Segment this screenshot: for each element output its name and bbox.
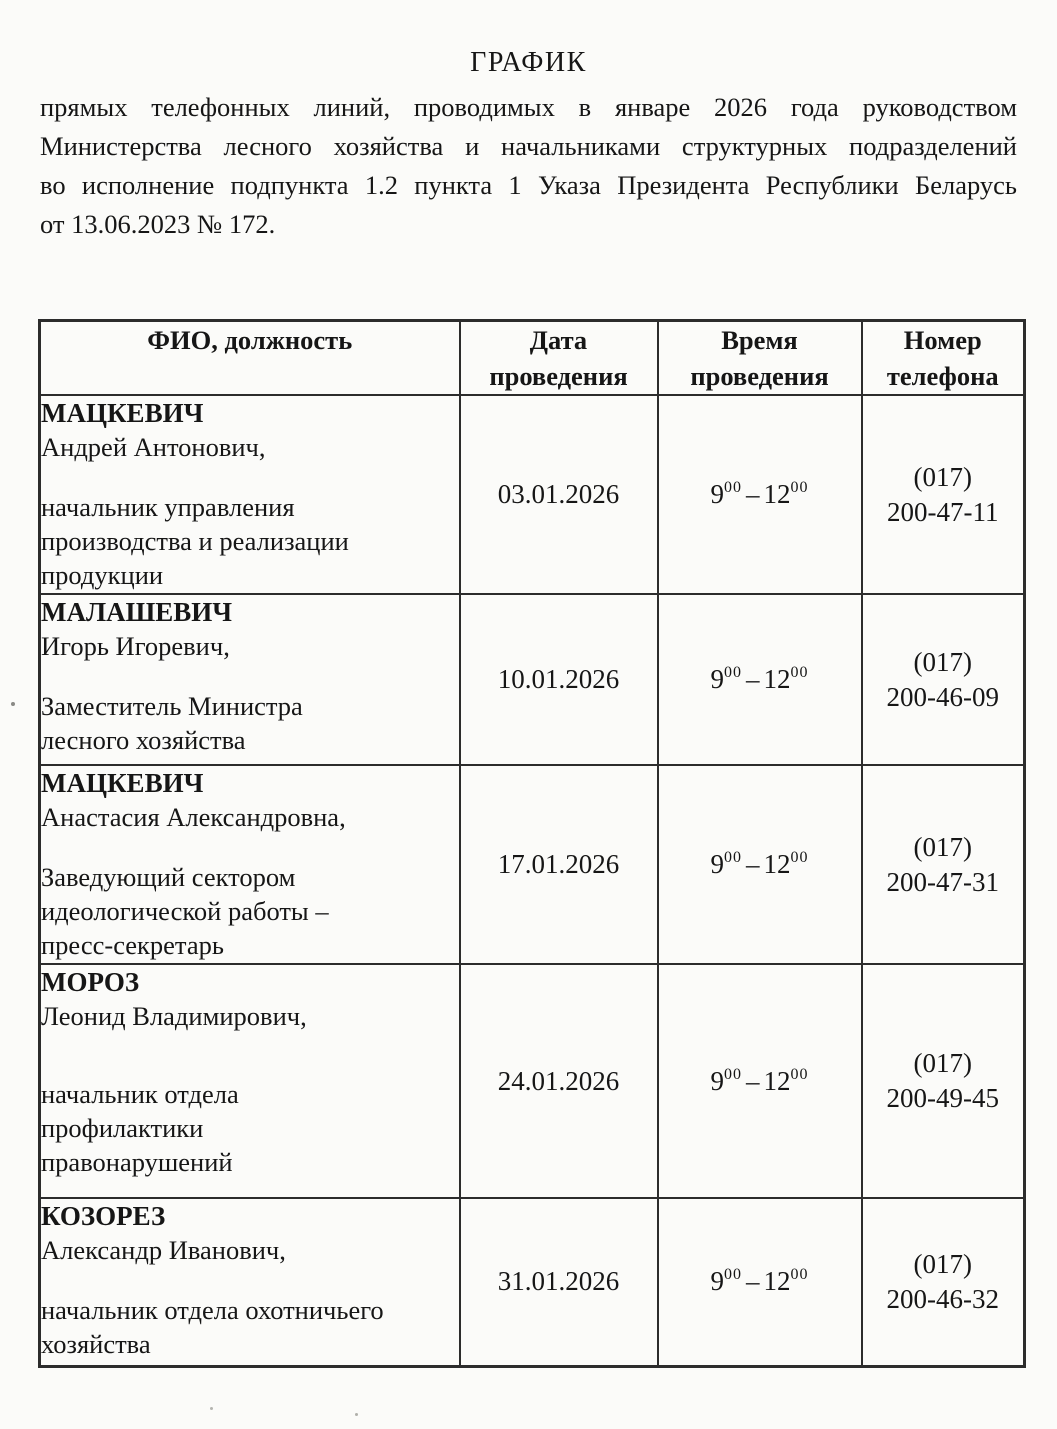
surname-text: КОЗОРЕЗ (41, 1201, 166, 1231)
table-row (40, 964, 1025, 1198)
time-range: $9^{00} - 12^{00}$ (658, 1198, 862, 1366)
given-names-text: Леонид Владимирович, (41, 1001, 307, 1031)
person-cell (40, 594, 460, 765)
time-to: 12 (763, 849, 791, 879)
header-line: Дата (529, 325, 588, 355)
date-value: 31.01.2026 (460, 1198, 658, 1366)
intro-line: во исполнение подпункта 1.2 пункта 1 Указа Президента Республики Беларусь (40, 170, 1017, 200)
phone-code: (017) (913, 1248, 972, 1279)
table-row (40, 1198, 1025, 1366)
given-names-text: Игорь Игоревич, (41, 631, 230, 661)
time-from: 9 (710, 664, 724, 694)
phone-code: (017) (913, 461, 972, 492)
time-range: $9^{00} - 12^{00}$ (658, 964, 862, 1198)
header-line: Время (721, 325, 798, 355)
column-header-date (460, 321, 658, 396)
person-cell (40, 964, 460, 1198)
header-line: ФИО, должность (147, 325, 353, 355)
surname-text: МАЦКЕВИЧ (41, 768, 204, 798)
given-names-text: Анастасия Александровна, (41, 802, 346, 832)
position-text: начальник управления производства и реализации продукции (41, 492, 349, 590)
intro-line: прямых телефонных линий, проводимых в январе 2026 года руководством (40, 92, 1017, 122)
date-value: 10.01.2026 (460, 594, 658, 765)
position-text: Заместитель Министра лесного хозяйства (41, 691, 303, 755)
table-row (40, 395, 1025, 594)
table-row (40, 594, 1025, 765)
time-to: 12 (763, 1266, 791, 1297)
header-line: Номер (903, 325, 982, 355)
person-cell (40, 765, 460, 964)
phone-number: 200-46-09 (886, 681, 999, 712)
phone-number: 200-47-31 (886, 866, 999, 897)
date-value: 03.01.2026 (460, 395, 658, 594)
date-value: 24.01.2026 (460, 964, 658, 1198)
position-text: начальник отдела охотничьего хозяйства (41, 1295, 384, 1359)
phone-code: (017) (913, 1048, 972, 1078)
surname-text: МАЛАШЕВИЧ (41, 597, 233, 627)
column-header-time (658, 321, 862, 396)
phone-cell (862, 1198, 1025, 1366)
column-header-fio (40, 321, 460, 396)
time-range: $9^{00} - 12^{00}$ (658, 594, 862, 765)
schedule-table (38, 319, 1026, 1368)
phone-cell (862, 395, 1025, 594)
phone-cell (862, 594, 1025, 765)
date-value: 17.01.2026 (460, 765, 658, 964)
table-row (40, 765, 1025, 964)
time-from: 9 (710, 1266, 724, 1297)
time-to: 12 (763, 664, 791, 694)
phone-code: (017) (913, 646, 972, 677)
phone-cell (862, 964, 1025, 1198)
surname-text: МАЦКЕВИЧ (41, 398, 204, 428)
phone-number: 200-47-11 (887, 496, 999, 527)
time-from: 9 (710, 1065, 724, 1096)
header-row (40, 321, 1025, 396)
surname-text: МОРОЗ (41, 967, 140, 997)
time-from: 9 (710, 479, 724, 509)
intro-paragraph (40, 88, 1017, 244)
phone-number: 200-46-32 (886, 1283, 999, 1314)
given-names-text: Александр Иванович, (41, 1235, 286, 1265)
column-header-phone (862, 321, 1025, 396)
time-from: 9 (710, 849, 724, 879)
header-line: проведения (690, 361, 829, 391)
position-text: начальник отдела профилактики правонарушений (41, 1079, 239, 1177)
person-cell (40, 1198, 460, 1366)
position-text: Заведующий сектором идеологической работы – пресс-секретарь (41, 862, 329, 960)
header-line: телефона (886, 361, 999, 391)
phone-number: 200-49-45 (886, 1083, 999, 1113)
scan-speck (355, 1413, 358, 1416)
intro-line: Министерства лесного хозяйства и начальниками структурных подразделений (40, 131, 1017, 161)
intro-line: от 13.06.2023 № 172. (40, 209, 276, 239)
header-line: проведения (489, 361, 628, 391)
scan-speck (11, 702, 15, 706)
time-to: 12 (763, 1065, 791, 1096)
time-range: $9^{00} - 12^{00}$ (658, 395, 862, 594)
scan-speck (210, 1407, 213, 1410)
phone-code: (017) (913, 831, 972, 862)
given-names-text: Андрей Антонович, (41, 432, 266, 462)
time-range: $9^{00} - 12^{00}$ (658, 765, 862, 964)
time-to: 12 (763, 479, 791, 509)
person-cell (40, 395, 460, 594)
phone-cell (862, 765, 1025, 964)
document-title: ГРАФИК (470, 47, 587, 78)
